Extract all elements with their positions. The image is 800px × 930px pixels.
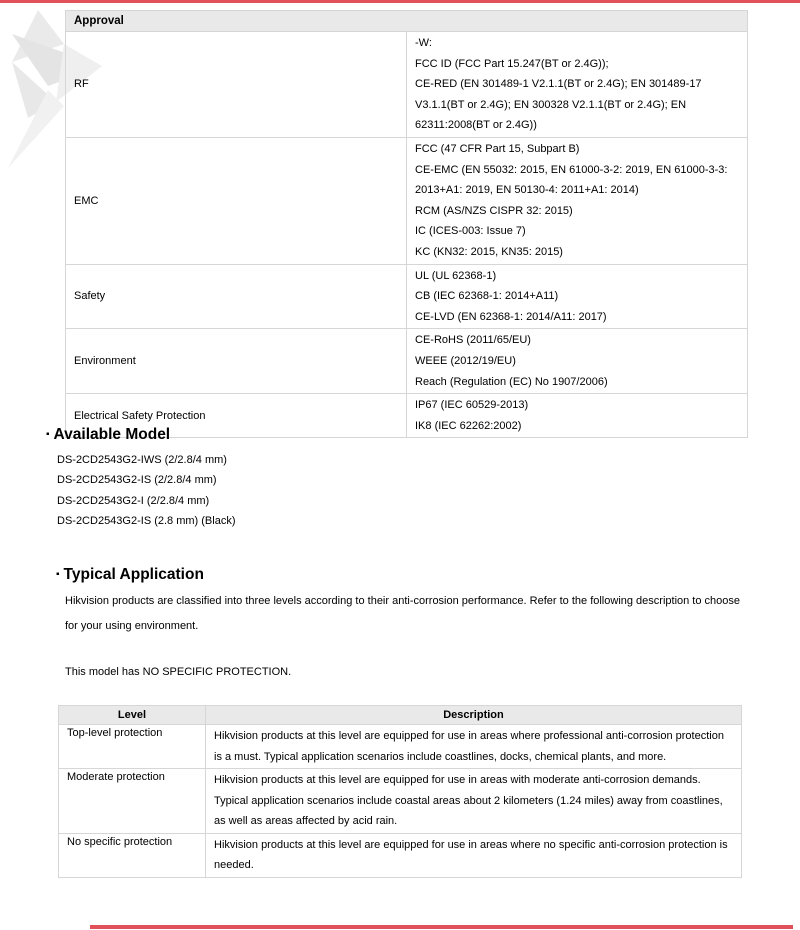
value-line: -W: [415, 37, 432, 49]
approval-title-row [66, 11, 748, 32]
approval-row-values [407, 394, 748, 438]
protection-level-name: Moderate protection [59, 769, 206, 834]
approval-table [65, 10, 748, 438]
available-model-heading [46, 426, 236, 444]
approval-row [66, 137, 748, 264]
typical-application-heading [56, 566, 748, 584]
typical-application-section [56, 566, 748, 678]
approval-table-head [66, 11, 748, 32]
bottom-rule [90, 925, 793, 929]
value-line: IC (ICES-003: Issue 7) [415, 225, 526, 238]
protection-note: This model has NO SPECIFIC PROTECTION. [65, 666, 292, 678]
protection-level-table-body [59, 725, 742, 878]
typical-application-heading-text: Typical Application [63, 566, 204, 583]
model-name: DS-2CD2543G2-IS (2/2.8/4 mm) [57, 474, 217, 487]
approval-row [66, 264, 748, 329]
value-line: IK8 (IEC 62262:2002) [415, 419, 522, 432]
value-line: FCC ID (FCC Part 15.247(BT or 2.4G)); [415, 57, 609, 70]
approval-row-label: Environment [66, 329, 407, 394]
level-column-header: Level [59, 706, 206, 725]
value-line: UL (UL 62368-1) [415, 269, 497, 282]
approval-row-values [407, 264, 748, 329]
protection-level-table-head [59, 706, 742, 725]
value-line: KC (KN32: 2015, KN35: 2015) [415, 245, 563, 258]
protection-level-description: Hikvision products at this level are equipped for use in areas where no specific anti-corrosion protection is needed. [206, 833, 742, 877]
description-column-header: Description [206, 706, 742, 725]
model-name: DS-2CD2543G2-IWS (2/2.8/4 mm) [57, 454, 227, 466]
protection-level-description: Hikvision products at this level are equipped for use in areas where professional anti-corrosion protection is a must. Typical application scenarios include coastlines, docks, chemical plants, and more. [206, 725, 742, 769]
available-model-heading-text: Available Model [53, 426, 171, 443]
top-rule [0, 0, 800, 3]
typical-application-intro: Hikvision products are classified into three levels according to their anti-corrosion performance. Refer to the following description to choose for your using environment. [65, 595, 741, 632]
model-list [57, 450, 236, 532]
approval-row-label: RF [66, 32, 407, 138]
value-line: CE-LVD (EN 62368-1: 2014/A11: 2017) [415, 310, 607, 323]
protection-level-name: No specific protection [59, 833, 206, 877]
value-line: IP67 (IEC 60529-2013) [415, 399, 529, 412]
value-line: FCC (47 CFR Part 15, Subpart B) [415, 142, 580, 155]
approval-table-title: Approval [66, 11, 748, 32]
model-name: DS-2CD2543G2-I (2/2.8/4 mm) [57, 494, 210, 507]
approval-table-body [66, 32, 748, 438]
protection-level-row [59, 833, 742, 877]
approval-row-label: EMC [66, 137, 407, 264]
protection-level-name: Top-level protection [59, 725, 206, 769]
value-line: WEEE (2012/19/EU) [415, 354, 516, 367]
square-bullet-icon: ▪ [46, 428, 50, 440]
protection-level-row [59, 769, 742, 834]
value-line: RCM (AS/NZS CISPR 32: 2015) [415, 204, 573, 217]
approval-row-label: Safety [66, 264, 407, 329]
square-bullet-icon: ▪ [56, 568, 60, 580]
value-line: CE-RoHS (2011/65/EU) [415, 334, 531, 347]
value-line: CE-EMC (EN 55032: 2015, EN 61000-3-2: 2019, EN 61000-3-3: 2013+A1: 2019, EN 50130-4: 2011+A1: 2014) [415, 163, 728, 197]
approval-row-label: Electrical Safety Protection [66, 394, 407, 438]
approval-row-values [407, 137, 748, 264]
available-model-section [46, 426, 236, 532]
value-line: CB (IEC 62368-1: 2014+A11) [415, 290, 559, 303]
model-name: DS-2CD2543G2-IS (2.8 mm) (Black) [57, 515, 236, 528]
protection-level-table [58, 705, 742, 878]
approval-row [66, 32, 748, 138]
protection-level-row [59, 725, 742, 769]
approval-row-values [407, 32, 748, 138]
value-line: CE-RED (EN 301489-1 V2.1.1(BT or 2.4G); EN 301489-17 V3.1.1(BT or 2.4G); EN 300328 V2.1.1(BT or 2.4G); EN 62311:2008(BT or 2.4G)) [415, 78, 702, 132]
protection-level-header-row [59, 706, 742, 725]
protection-level-description: Hikvision products at this level are equipped for use in areas with moderate anti-corrosion demands. Typical application scenarios include coastal areas about 2 kilometers (1.24 miles) away from coastlines, as well as areas affected by acid rain. [206, 769, 742, 834]
approval-row-values [407, 329, 748, 394]
approval-row [66, 329, 748, 394]
value-line: Reach (Regulation (EC) No 1907/2006) [415, 375, 608, 388]
